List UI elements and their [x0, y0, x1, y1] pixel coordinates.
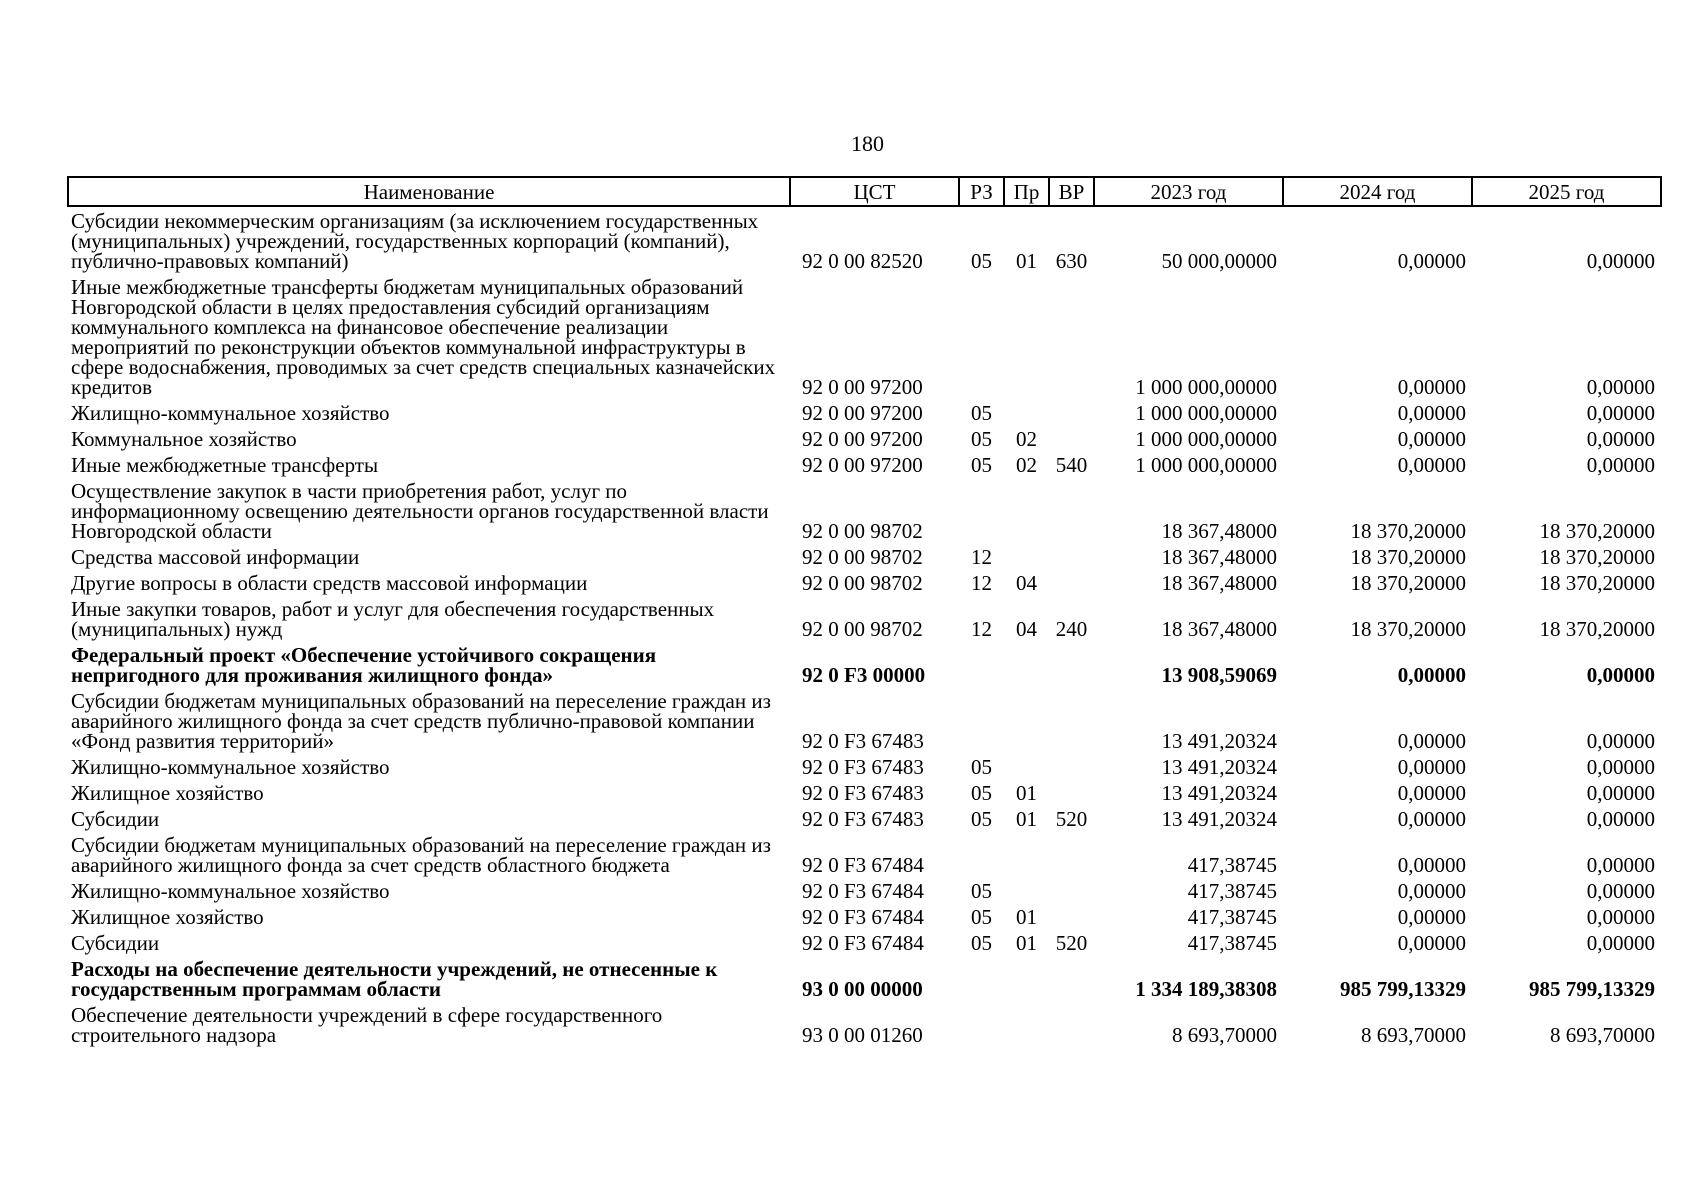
row-name: Субсидии некоммерческим организациям (за исключением государственных (муниципальных) учреждений, государственных корпораций (компаний), публично-правовых компаний)	[71, 209, 759, 273]
row-vr	[1049, 477, 1094, 543]
header-2025: 2025 год	[1472, 177, 1661, 206]
table-row	[68, 641, 1661, 687]
row-value-2025: 0,00000	[1586, 427, 1655, 451]
row-pr: 01	[1016, 807, 1037, 831]
row-value-2025: 0,00000	[1586, 401, 1655, 425]
header-name: Наименование	[68, 177, 790, 206]
row-value-2024: 18 370,20000	[1350, 571, 1466, 595]
row-value-2024: 0,00000	[1397, 663, 1466, 687]
row-value-2024: 0,00000	[1397, 905, 1466, 929]
row-name: Субсидии	[71, 931, 160, 955]
row-vr	[1049, 569, 1094, 595]
row-cst: 92 0 00 98702	[802, 571, 923, 595]
page-number: 180	[851, 131, 884, 156]
row-name: Субсидии	[71, 807, 160, 831]
row-value-2024: 0,00000	[1397, 879, 1466, 903]
row-pr	[1004, 641, 1049, 687]
table-row	[68, 753, 1661, 779]
row-pr	[1004, 955, 1049, 1001]
row-rz: 12	[971, 571, 992, 595]
row-pr	[1004, 753, 1049, 779]
row-pr: 04	[1016, 617, 1037, 641]
row-rz: 05	[971, 807, 992, 831]
table-row	[68, 477, 1661, 543]
row-value-2025: 0,00000	[1586, 375, 1655, 399]
row-rz	[959, 955, 1004, 1001]
row-pr	[1004, 687, 1049, 753]
table-row	[68, 1001, 1661, 1047]
row-pr: 02	[1016, 427, 1037, 451]
row-vr: 240	[1055, 617, 1088, 641]
row-value-2023: 50 000,00000	[1161, 249, 1277, 273]
row-value-2023: 13 491,20324	[1161, 729, 1277, 753]
row-value-2024: 0,00000	[1397, 401, 1466, 425]
row-rz: 05	[971, 755, 992, 779]
table-row	[68, 779, 1661, 805]
row-name: Иные межбюджетные трансферты	[71, 453, 379, 477]
row-value-2024: 18 370,20000	[1350, 545, 1466, 569]
table-row	[68, 595, 1661, 641]
row-value-2023: 13 491,20324	[1161, 755, 1277, 779]
row-value-2023: 1 000 000,00000	[1135, 453, 1277, 477]
row-vr: 520	[1055, 807, 1088, 831]
row-value-2023: 13 491,20324	[1161, 781, 1277, 805]
row-value-2023: 1 334 189,38308	[1135, 977, 1277, 1001]
table-row	[68, 425, 1661, 451]
row-value-2023: 417,38745	[1187, 853, 1277, 877]
row-value-2023: 13 491,20324	[1161, 807, 1277, 831]
row-vr: 540	[1055, 453, 1088, 477]
table-header-row	[68, 177, 1661, 206]
table-row	[68, 929, 1661, 955]
row-rz: 05	[971, 427, 992, 451]
row-rz	[959, 687, 1004, 753]
table-row	[68, 206, 1661, 273]
row-vr	[1049, 399, 1094, 425]
row-value-2025: 18 370,20000	[1539, 617, 1655, 641]
row-cst: 92 0 00 82520	[802, 249, 923, 273]
row-value-2024: 0,00000	[1397, 807, 1466, 831]
row-value-2024: 0,00000	[1397, 453, 1466, 477]
row-value-2024: 0,00000	[1397, 755, 1466, 779]
row-value-2023: 417,38745	[1187, 905, 1277, 929]
row-name: Средства массовой информации	[71, 545, 360, 569]
row-pr	[1004, 477, 1049, 543]
table-row	[68, 451, 1661, 477]
row-value-2025: 0,00000	[1586, 879, 1655, 903]
header-2023: 2023 год	[1094, 177, 1283, 206]
row-value-2025: 0,00000	[1586, 663, 1655, 687]
table-row	[68, 687, 1661, 753]
row-name: Осуществление закупок в части приобретения работ, услуг по информационному освещению деятельности органов государственной власти Новгородской области	[71, 479, 769, 543]
row-name: Федеральный проект «Обеспечение устойчивого сокращения непригодного для проживания жилищного фонда»	[71, 643, 657, 687]
row-cst: 92 0 F3 67484	[802, 853, 924, 877]
row-rz: 12	[971, 545, 992, 569]
row-rz: 05	[971, 905, 992, 929]
row-name: Расходы на обеспечение деятельности учреждений, не отнесенные к государственным программам области	[71, 957, 718, 1001]
row-value-2025: 0,00000	[1586, 781, 1655, 805]
row-value-2024: 0,00000	[1397, 729, 1466, 753]
row-pr: 01	[1016, 931, 1037, 955]
row-cst: 92 0 F3 67484	[802, 931, 924, 955]
table-row	[68, 805, 1661, 831]
row-value-2025: 0,00000	[1586, 853, 1655, 877]
row-name: Коммунальное хозяйство	[71, 427, 297, 451]
row-value-2024: 0,00000	[1397, 427, 1466, 451]
row-vr	[1049, 1001, 1094, 1047]
row-name: Иные закупки товаров, работ и услуг для обеспечения государственных (муниципальных) нужд	[71, 597, 715, 641]
row-pr	[1004, 877, 1049, 903]
row-vr	[1049, 753, 1094, 779]
row-rz: 05	[971, 453, 992, 477]
row-rz: 05	[971, 401, 992, 425]
row-value-2025: 8 693,70000	[1550, 1023, 1655, 1047]
row-value-2023: 417,38745	[1187, 931, 1277, 955]
row-value-2024: 0,00000	[1397, 375, 1466, 399]
row-pr: 02	[1016, 453, 1037, 477]
row-value-2023: 1 000 000,00000	[1135, 427, 1277, 451]
row-value-2025: 18 370,20000	[1539, 545, 1655, 569]
row-name: Иные межбюджетные трансферты бюджетам муниципальных образований Новгородской области в целях предоставления субсидий организациям коммунального комплекса на финансовое обеспечение реализации мероприятий по реконструкции объектов коммунальной инфраструктуры в сфере водоснабжения, проводимых за счет средств специальных казначейских кредитов	[71, 275, 776, 399]
row-vr	[1049, 779, 1094, 805]
row-cst: 93 0 00 00000	[802, 977, 923, 1001]
row-value-2025: 0,00000	[1586, 931, 1655, 955]
row-rz: 12	[971, 617, 992, 641]
table-body	[68, 206, 1661, 1047]
row-vr	[1049, 641, 1094, 687]
row-vr: 630	[1055, 249, 1088, 273]
header-cst: ЦСТ	[790, 177, 959, 206]
row-name: Жилищное хозяйство	[71, 905, 264, 929]
row-pr	[1004, 1001, 1049, 1047]
row-rz: 05	[971, 931, 992, 955]
row-value-2023: 18 367,48000	[1161, 545, 1277, 569]
row-value-2024: 0,00000	[1397, 781, 1466, 805]
row-value-2025: 0,00000	[1586, 755, 1655, 779]
row-vr	[1049, 543, 1094, 569]
budget-table	[67, 176, 1662, 1047]
table-row	[68, 273, 1661, 399]
row-cst: 92 0 00 97200	[802, 427, 923, 451]
row-pr: 01	[1016, 905, 1037, 929]
row-name: Субсидии бюджетам муниципальных образований на переселение граждан из аварийного жилищного фонда за счет средств публично-правовой компании «Фонд развития территорий»	[71, 689, 771, 753]
row-value-2024: 0,00000	[1397, 853, 1466, 877]
row-rz	[959, 1001, 1004, 1047]
row-pr	[1004, 831, 1049, 877]
row-vr	[1049, 955, 1094, 1001]
table-row	[68, 877, 1661, 903]
row-cst: 92 0 F3 67484	[802, 905, 924, 929]
row-cst: 92 0 F3 67483	[802, 807, 924, 831]
row-value-2025: 0,00000	[1586, 729, 1655, 753]
row-cst: 92 0 00 97200	[802, 375, 923, 399]
row-name: Жилищно-коммунальное хозяйство	[71, 755, 390, 779]
row-pr	[1004, 543, 1049, 569]
row-vr	[1049, 877, 1094, 903]
row-rz	[959, 831, 1004, 877]
row-vr	[1049, 831, 1094, 877]
row-cst: 92 0 00 98702	[802, 617, 923, 641]
row-value-2024: 0,00000	[1397, 931, 1466, 955]
row-cst: 92 0 00 98702	[802, 545, 923, 569]
header-2024: 2024 год	[1283, 177, 1472, 206]
row-name: Жилищно-коммунальное хозяйство	[71, 401, 390, 425]
row-name: Другие вопросы в области средств массовой информации	[71, 571, 588, 595]
row-name: Жилищно-коммунальное хозяйство	[71, 879, 390, 903]
row-value-2024: 985 799,13329	[1340, 977, 1466, 1001]
row-pr: 01	[1016, 249, 1037, 273]
row-cst: 92 0 F3 67484	[802, 879, 924, 903]
row-cst: 92 0 F3 67483	[802, 729, 924, 753]
table-row	[68, 399, 1661, 425]
row-value-2023: 1 000 000,00000	[1135, 375, 1277, 399]
row-value-2025: 0,00000	[1586, 807, 1655, 831]
row-value-2025: 0,00000	[1586, 249, 1655, 273]
row-cst: 92 0 F3 67483	[802, 781, 924, 805]
row-rz: 05	[971, 879, 992, 903]
row-value-2024: 8 693,70000	[1361, 1023, 1466, 1047]
row-cst: 92 0 00 97200	[802, 401, 923, 425]
row-vr: 520	[1055, 931, 1088, 955]
row-name: Субсидии бюджетам муниципальных образований на переселение граждан из аварийного жилищного фонда за счет средств областного бюджета	[71, 833, 771, 877]
row-value-2025: 0,00000	[1586, 905, 1655, 929]
row-value-2023: 13 908,59069	[1161, 663, 1277, 687]
table-row	[68, 831, 1661, 877]
row-value-2023: 18 367,48000	[1161, 571, 1277, 595]
row-value-2024: 0,00000	[1397, 249, 1466, 273]
row-value-2023: 8 693,70000	[1172, 1023, 1277, 1047]
row-name: Жилищное хозяйство	[71, 781, 264, 805]
table-row	[68, 903, 1661, 929]
row-pr	[1004, 273, 1049, 399]
table-row	[68, 569, 1661, 595]
row-cst: 92 0 F3 00000	[802, 663, 926, 687]
row-cst: 92 0 F3 67483	[802, 755, 924, 779]
row-vr	[1049, 687, 1094, 753]
row-value-2025: 18 370,20000	[1539, 571, 1655, 595]
header-rz: РЗ	[959, 177, 1004, 206]
row-value-2023: 1 000 000,00000	[1135, 401, 1277, 425]
row-value-2025: 985 799,13329	[1529, 977, 1655, 1001]
row-value-2024: 18 370,20000	[1350, 617, 1466, 641]
header-pr: Пр	[1004, 177, 1049, 206]
row-value-2023: 18 367,48000	[1161, 617, 1277, 641]
row-rz	[959, 641, 1004, 687]
row-cst: 92 0 00 98702	[802, 519, 923, 543]
row-rz: 05	[971, 249, 992, 273]
row-name: Обеспечение деятельности учреждений в сфере государственного строительного надзора	[71, 1003, 663, 1047]
row-rz	[959, 477, 1004, 543]
row-pr: 04	[1016, 571, 1037, 595]
row-vr	[1049, 903, 1094, 929]
row-rz	[959, 273, 1004, 399]
row-pr	[1004, 399, 1049, 425]
row-value-2023: 417,38745	[1187, 879, 1277, 903]
table-row	[68, 543, 1661, 569]
row-vr	[1049, 425, 1094, 451]
header-vr: ВР	[1049, 177, 1094, 206]
row-cst: 93 0 00 01260	[802, 1023, 923, 1047]
table-row	[68, 955, 1661, 1001]
row-value-2025: 0,00000	[1586, 453, 1655, 477]
row-rz: 05	[971, 781, 992, 805]
row-cst: 92 0 00 97200	[802, 453, 923, 477]
row-value-2024: 18 370,20000	[1350, 519, 1466, 543]
row-vr	[1049, 273, 1094, 399]
row-value-2025: 18 370,20000	[1539, 519, 1655, 543]
row-pr: 01	[1016, 781, 1037, 805]
row-value-2023: 18 367,48000	[1161, 519, 1277, 543]
